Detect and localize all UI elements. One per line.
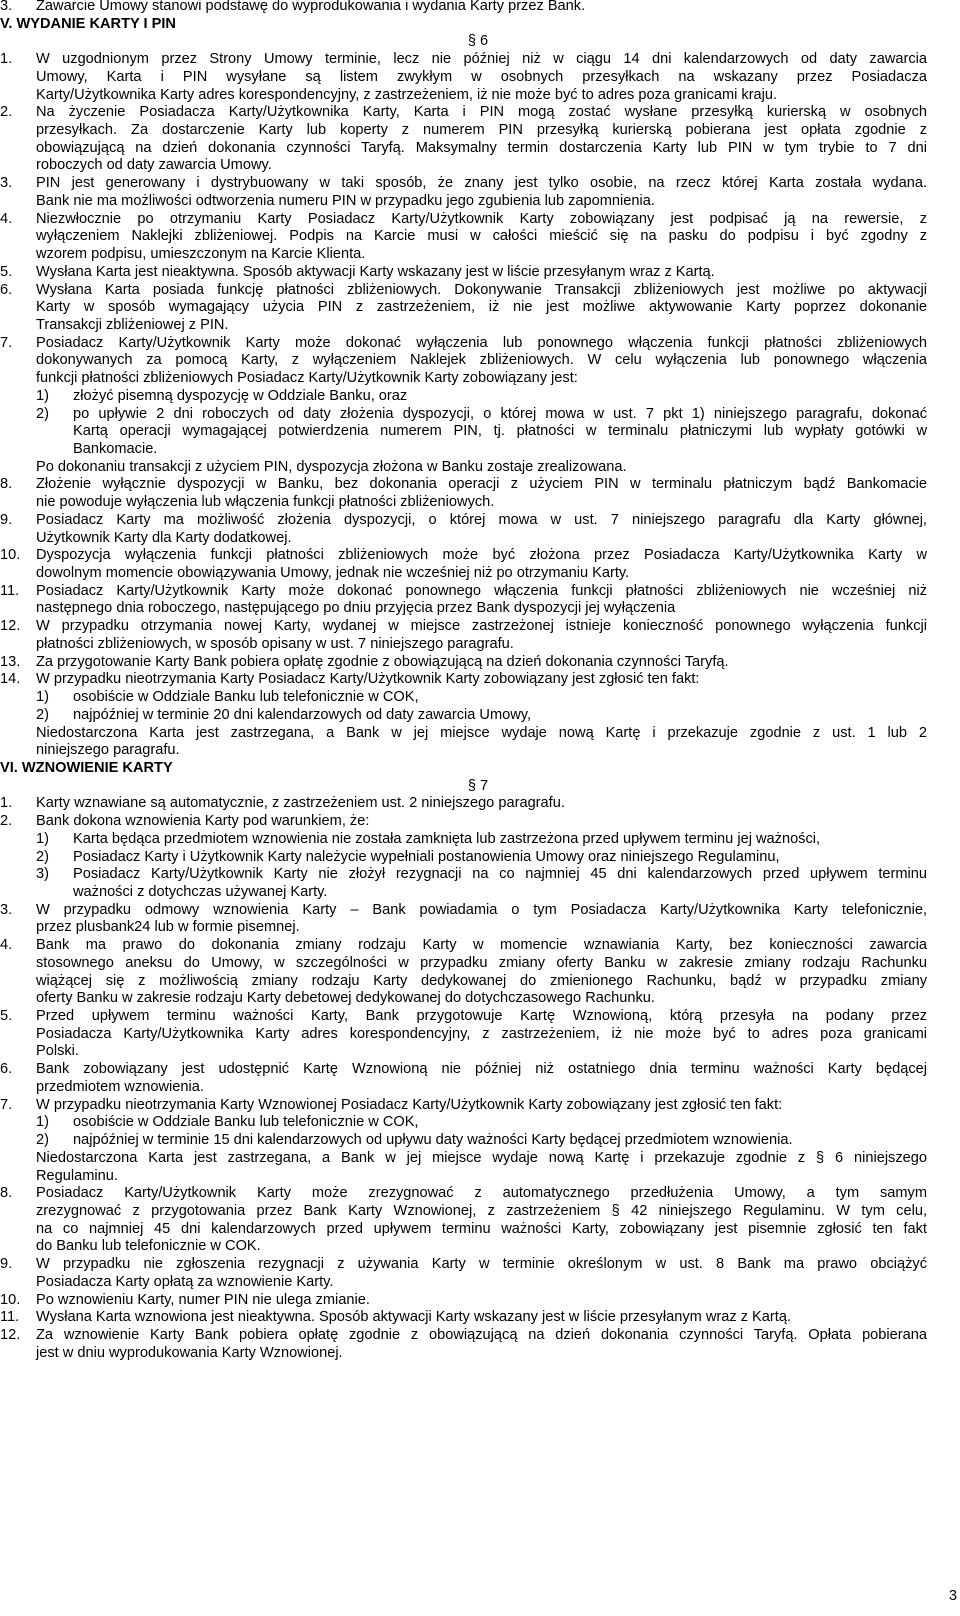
item-number: 12. — [0, 618, 21, 635]
text-line — [0, 1345, 960, 1363]
list-item-line — [0, 1309, 960, 1327]
sub-item-text: osobiście w Oddziale Banku lub telefonicznie w COK, — [73, 1114, 419, 1131]
section-title: VI. WZNOWIENIE KARTY — [0, 759, 173, 776]
text-line — [0, 990, 960, 1008]
item-number: 13. — [0, 653, 21, 670]
list-item-line — [0, 1327, 960, 1345]
item-number: 12. — [0, 1327, 21, 1343]
list-item-line — [0, 671, 960, 689]
text-line — [0, 919, 960, 937]
item-text: Na życzenie Posiadacza Karty/Użytkownika Karty, Karta i PIN mogą zostać wysłane przesyłką kurierską w osobnych — [36, 104, 927, 121]
item-text: Bank nie ma możliwości odtworzenia numeru PIN w przypadku jego zgubienia lub zapomnienia. — [36, 192, 655, 209]
item-text: Dyspozycja wyłączenia funkcji płatności zbliżeniowych może być złożona przez Posiadacza Karty/Użytkownika Karty w — [36, 547, 927, 564]
item-text: Posiadacza Karty/Użytkownika Karty adres korespondencyjny, z zastrzeżeniem, iż nie może być to adres poza granicami — [36, 1025, 927, 1042]
item-text: W uzgodnionym przez Strony Umowy terminie, lecz nie później niż w ciągu 14 dni kalendarzowych od daty zawarcia — [36, 51, 927, 68]
paragraph-sign: § 6 — [467, 33, 489, 50]
item-text: PIN jest generowany i dystrybuowany w taki sposób, że znany jest tylko osobie, na rzecz której Karta została wydana. — [36, 175, 927, 192]
text-line — [0, 1079, 960, 1097]
item-text: zrezygnować z przygotowania przez Bank Karty Wznowionej, z zastrzeżeniem § 42 niniejszego Regulaminu. W tym celu, — [36, 1202, 927, 1219]
list-item-line — [0, 1061, 960, 1079]
paragraph-number — [0, 33, 960, 51]
item-text: Użytkownik Karty dla Karty dodatkowej. — [36, 529, 292, 546]
item-number: 1) — [36, 830, 49, 847]
sub-item-text: najpóźniej w terminie 20 dni kalendarzowych od daty zawarcia Umowy, — [73, 706, 532, 723]
text-line — [0, 1274, 960, 1292]
item-number: 10. — [0, 1291, 21, 1308]
text-line — [0, 565, 960, 583]
list-item-line — [0, 866, 960, 884]
item-text: funkcji płatności zbliżeniowych Posiadacz Karty/Użytkownik Karty zobowiązany jest: — [36, 370, 578, 387]
item-text: Posiadacz Karty/Użytkownik Karty może dokonać wyłączenia lub ponownego włączenia funkcji płatności zbliżeniowych — [36, 334, 927, 351]
text-line — [0, 352, 960, 370]
text-line — [0, 441, 960, 459]
text-line — [0, 317, 960, 335]
item-text: Bank zobowiązany jest udostępnić Kartę Wznowioną nie później niż ostatniego dnia terminu ważności Karty będącej — [36, 1061, 927, 1078]
text-line — [0, 530, 960, 548]
section-heading — [0, 760, 960, 778]
text-line — [0, 1150, 960, 1168]
item-number: 5. — [0, 263, 13, 280]
list-item-line — [0, 902, 960, 920]
item-text: do Banku lub telefonicznie w COK. — [36, 1238, 261, 1255]
text-line — [0, 87, 960, 105]
text-line — [0, 494, 960, 512]
list-item-line — [0, 1114, 960, 1132]
list-item-line — [0, 51, 960, 69]
list-item-line — [0, 1185, 960, 1203]
text-line — [0, 69, 960, 87]
text-line — [0, 423, 960, 441]
item-text: W przypadku nie zgłoszenia rezygnacji z używania Karty w terminie określonym w ust. 8 Bank ma prawo obciążyć — [36, 1256, 927, 1273]
item-text: Bank ma prawo do dokonania zmiany rodzaju Karty w momencie wznawiania Karty, bez konieczności zawarcia — [36, 937, 927, 954]
text-line — [0, 228, 960, 246]
sub-item-text: Karta będąca przedmiotem wznowienia nie została zamknięta lub zastrzeżona przed upływem terminu jej ważności, — [73, 830, 821, 847]
list-item-line — [0, 849, 960, 867]
item-text: Karty w sposób wymagający użycia PIN z zastrzeżeniem, iż nie jest możliwe aktywowanie Karty poprzez dokonanie — [36, 299, 927, 316]
item-number: 2. — [0, 104, 13, 121]
item-number: 3. — [0, 175, 13, 192]
text-line — [0, 1043, 960, 1061]
item-number: 1) — [36, 689, 49, 706]
item-number: 3. — [0, 901, 13, 918]
item-text: Niedostarczona Karta jest zastrzegana, a Bank w jej miejsce wydaje nową Kartę i przekazuje zgodnie z ust. 1 lub 2 — [36, 724, 927, 741]
item-text: dowolnym momencie obowiązywania Umowy, jednak nie wcześniej niż po otrzymaniu Karty. — [36, 565, 630, 582]
list-item-line — [0, 476, 960, 494]
sub-item-text: najpóźniej w terminie 15 dni kalendarzowych od upływu daty ważności Karty będącej przedmiotem wznowienia. — [73, 1132, 793, 1149]
text-line — [0, 973, 960, 991]
list-item-line — [0, 1132, 960, 1150]
item-text: Posiadacza Karty opłatą za wznowienie Karty. — [36, 1273, 334, 1290]
text-line — [0, 140, 960, 158]
list-item-line — [0, 1097, 960, 1115]
item-number: 7. — [0, 334, 13, 351]
item-number: 6. — [0, 281, 13, 298]
list-item-line — [0, 583, 960, 601]
item-number: 2. — [0, 813, 13, 830]
list-item-line — [0, 654, 960, 672]
list-item-line — [0, 547, 960, 565]
item-number: 1) — [36, 1114, 49, 1131]
item-text: niniejszego paragrafu. — [36, 742, 180, 759]
item-number: 8. — [0, 476, 13, 493]
list-item-line — [0, 0, 960, 16]
item-text: W przypadku otrzymania nowej Karty, wydanej w miejsce zastrzeżonej istnieje konieczność ponownego wyłączenia funkcji — [36, 618, 927, 635]
item-text: Bank dokona wznowienia Karty pod warunkiem, że: — [36, 813, 370, 830]
list-item-line — [0, 104, 960, 122]
item-text: Wysłana Karta posiada funkcję płatności zbliżeniowych. Dokonywanie Transakcji zbliżeniowych jest możliwe po aktywacji — [36, 281, 927, 298]
item-number: 8. — [0, 1185, 13, 1202]
item-text: nie powoduje wyłączenia lub włączenia funkcji płatności zbliżeniowych. — [36, 494, 495, 511]
item-number: 1) — [36, 387, 49, 404]
section-title: V. WYDANIE KARTY I PIN — [0, 15, 176, 32]
item-number: 1. — [0, 795, 13, 812]
item-text: Regulaminu. — [36, 1167, 118, 1184]
item-text: W przypadku odmowy wznowienia Karty – Bank powiadamia o tym Posiadacza Karty/Użytkownika Karty telefonicznie, — [36, 901, 927, 918]
text-line — [0, 1238, 960, 1256]
text-line — [0, 193, 960, 211]
item-number: 2) — [36, 848, 49, 865]
item-number: 4. — [0, 210, 13, 227]
text-line — [0, 636, 960, 654]
sub-item-text: Posiadacz Karty i Użytkownik Karty należycie wypełniali postanowienia Umowy oraz niniejszego Regulaminu, — [73, 848, 780, 865]
text-line — [0, 370, 960, 388]
item-text: Po wznowieniu Karty, numer PIN nie ulega zmianie. — [36, 1291, 370, 1308]
text-line — [0, 122, 960, 140]
sub-item-text: po upływie 2 dni roboczych od daty złożenia dyspozycji, o której mowa w ust. 7 pkt 1) niniejszego paragrafu, dokonać — [73, 405, 927, 422]
item-text: Umowy, Karta i PIN wysyłane są listem zwykłym w osobnych przesyłkach na wskazany przez Posiadacza — [36, 68, 927, 85]
item-number: 3) — [36, 866, 49, 883]
list-item-line — [0, 707, 960, 725]
list-item-line — [0, 175, 960, 193]
text-line — [0, 299, 960, 317]
item-text: Posiadacz Karty/Użytkownik Karty może dokonać ponownego włączenia funkcji płatności zbliżeniowych nie wcześniej niż — [36, 582, 927, 599]
item-text: W przypadku nieotrzymania Karty Posiadacz Karty/Użytkownik Karty zobowiązany jest zgłosić ten fakt: — [36, 671, 700, 688]
list-item-line — [0, 831, 960, 849]
item-text: na co najmniej 45 dni kalendarzowych przed upływem terminu ważności Karty, zobowiązany jest pisemnie zgłosić ten fakt — [36, 1220, 927, 1237]
item-text: Po dokonaniu transakcji z użyciem PIN, dyspozycja złożona w Banku zostaje zrealizowana. — [36, 458, 627, 475]
item-text: wyłączeniem Naklejki zbliżeniowej. Podpis na Karcie musi w całości mieścić się na pasku do podpisu i być zgodny z — [36, 228, 927, 245]
item-number: 9. — [0, 511, 13, 528]
paragraph-number — [0, 778, 960, 796]
text-line — [0, 459, 960, 477]
text-line — [0, 157, 960, 175]
item-text: Niezwłocznie po otrzymaniu Karty Posiadacz Karty/Użytkownik Karty zobowiązany jest podpisać ją na rewersie, z — [36, 210, 927, 227]
item-text: jest w dniu wyprodukowania Karty Wznowionej. — [36, 1344, 343, 1361]
item-number: 1. — [0, 51, 13, 68]
item-text: W przypadku nieotrzymania Karty Wznowionej Posiadacz Karty/Użytkownik Karty zobowiązany jest zgłosić ten fakt: — [36, 1096, 783, 1113]
item-text: Przed upływem terminu ważności Karty, Bank przygotowuje Kartę Wznowioną, którą przesyła na podany przez — [36, 1008, 927, 1025]
list-item-line — [0, 211, 960, 229]
item-text: stosownego aneksu do Umowy, w szczególności w przypadku zmiany oferty Banku w zakresie zmiany rodzaju Rachunku — [36, 954, 927, 971]
item-text: Niedostarczona Karta jest zastrzegana, a Bank w jej miejsce wydaje nową Kartę i przekazuje zgodnie z § 6 niniejszego — [36, 1149, 927, 1166]
item-text: Za przygotowanie Karty Bank pobiera opłatę zgodnie z obowiązującą na dzień dokonania czynności Taryfą. — [36, 653, 729, 670]
item-number: 6. — [0, 1061, 13, 1078]
list-item-line — [0, 282, 960, 300]
item-text: płatności zbliżeniowych, w sposób opisany w ust. 7 niniejszego paragrafu. — [36, 635, 514, 652]
text-line — [0, 742, 960, 760]
text-line — [0, 955, 960, 973]
list-item-line — [0, 264, 960, 282]
list-item-line — [0, 406, 960, 424]
item-number: 3. — [0, 0, 13, 14]
item-number: 10. — [0, 547, 21, 564]
item-text: Karty/Użytkownika Karty adres korespondencyjny, z zastrzeżeniem, iż nie może być to adres poza granicami kraju. — [36, 86, 778, 103]
item-text: wiążącej się z możliwością zmiany rodzaju Karty dedykowanej do zmienionego Rachunku, bądź w przypadku zmiany — [36, 972, 927, 989]
item-number: 4. — [0, 937, 13, 954]
list-item-line — [0, 813, 960, 831]
text-line — [0, 1026, 960, 1044]
text-line — [0, 1221, 960, 1239]
item-text: przedmiotem wznowienia. — [36, 1078, 204, 1095]
item-text: przez plusbank24 lub w formie pisemnej. — [36, 919, 300, 936]
item-text: przesyłkach. Za dostarczenie Karty lub koperty z numerem PIN przesyłką kurierską pobierana jest opłata zgodnie z — [36, 122, 927, 139]
item-number: 2) — [36, 405, 49, 422]
list-item-line — [0, 512, 960, 530]
text-line — [0, 1168, 960, 1186]
item-text: Posiadacz Karty ma możliwość złożenia dyspozycji, o której mowa w ust. 7 niniejszego paragrafu dla Karty głównej, — [36, 511, 927, 528]
sub-item-text: Posiadacz Karty/Użytkownik Karty nie złożył rezygnacji na co najmniej 45 dni kalendarzowych przed upływem terminu — [73, 866, 927, 883]
item-text: Wysłana Karta wznowiona jest nieaktywna. Sposób aktywacji Karty wskazany jest w liście przesyłanym wraz z Kartą. — [36, 1309, 791, 1326]
sub-item-text: Kartą operacji wymagającej potwierdzenia numerem PIN, tj. płatności w terminalu płatniczymi lub wypłaty gotówki w — [73, 423, 927, 440]
item-text: Wysłana Karta jest nieaktywna. Sposób aktywacji Karty wskazany jest w liście przesyłanym wraz z Kartą. — [36, 263, 715, 280]
item-text: Transakcji zbliżeniowej z PIN. — [36, 316, 229, 333]
item-text: Karty wznawiane są automatycznie, z zastrzeżeniem ust. 2 niniejszego paragrafu. — [36, 795, 565, 812]
item-text: Złożenie wyłącznie dyspozycji w Banku, bez dokonania operacji z użyciem PIN w terminalu płatniczym bądź Bankomacie — [36, 476, 927, 493]
paragraph-sign: § 7 — [467, 777, 489, 794]
item-number: 2) — [36, 1132, 49, 1149]
item-number: 9. — [0, 1256, 13, 1273]
item-text: Posiadacz Karty/Użytkownik Karty może zrezygnować z automatycznego przedłużenia Umowy, a tym samym — [36, 1185, 927, 1202]
sub-item-text: Bankomacie. — [73, 441, 158, 457]
item-text: Polski. — [36, 1043, 79, 1060]
text-line — [0, 725, 960, 743]
list-item-line — [0, 388, 960, 406]
list-item-line — [0, 1008, 960, 1026]
item-text: dokonywanych za pomocą Karty, z wyłączeniem Naklejek zbliżeniowych. W celu wyłączenia lub ponownego włączenia — [36, 352, 927, 369]
list-item-line — [0, 689, 960, 707]
list-item-line — [0, 335, 960, 353]
text-line — [0, 1203, 960, 1221]
text-line — [0, 884, 960, 902]
page-number: 3 — [948, 1588, 957, 1604]
list-item-line — [0, 618, 960, 636]
item-text: Zawarcie Umowy stanowi podstawę do wyprodukowania i wydania Karty przez Bank. — [36, 0, 586, 14]
sub-item-text: złożyć pisemną dyspozycję w Oddziale Banku, oraz — [73, 387, 408, 404]
item-text: Za wznowienie Karty Bank pobiera opłatę zgodnie z obowiązującą na dzień dokonania czynności Taryfą. Opłata pobierana — [36, 1327, 927, 1343]
item-text: obowiązującą na dzień dokonania czynności Taryfą. Maksymalny termin dostarczenia Karty lub PIN w tym trybie to 7 dni — [36, 139, 927, 156]
item-number: 2) — [36, 706, 49, 723]
item-number: 7. — [0, 1096, 13, 1113]
list-item-line — [0, 795, 960, 813]
text-line — [0, 600, 960, 618]
item-number: 5. — [0, 1008, 13, 1025]
list-item-line — [0, 1256, 960, 1274]
text-line — [0, 246, 960, 264]
section-heading — [0, 16, 960, 34]
list-item-line — [0, 1292, 960, 1310]
item-text: wzorem podpisu, umieszczonym na Karcie Klienta. — [36, 246, 366, 263]
item-text: następnego dnia roboczego, następującego po dniu przyjęcia przez Bank dyspozycji jej wyłączenia — [36, 600, 676, 617]
sub-item-text: osobiście w Oddziale Banku lub telefonicznie w COK, — [73, 689, 419, 706]
list-item-line — [0, 937, 960, 955]
item-number: 14. — [0, 671, 21, 688]
item-number: 11. — [0, 582, 20, 599]
item-number: 11. — [0, 1309, 20, 1326]
item-text: oferty Banku w zakresie rodzaju Karty debetowej dedykowanej do dotychczasowego Rachunku. — [36, 990, 655, 1007]
item-text: roboczych od daty zawarcia Umowy. — [36, 157, 272, 174]
sub-item-text: ważności z dotychczas używanej Karty. — [73, 884, 328, 900]
